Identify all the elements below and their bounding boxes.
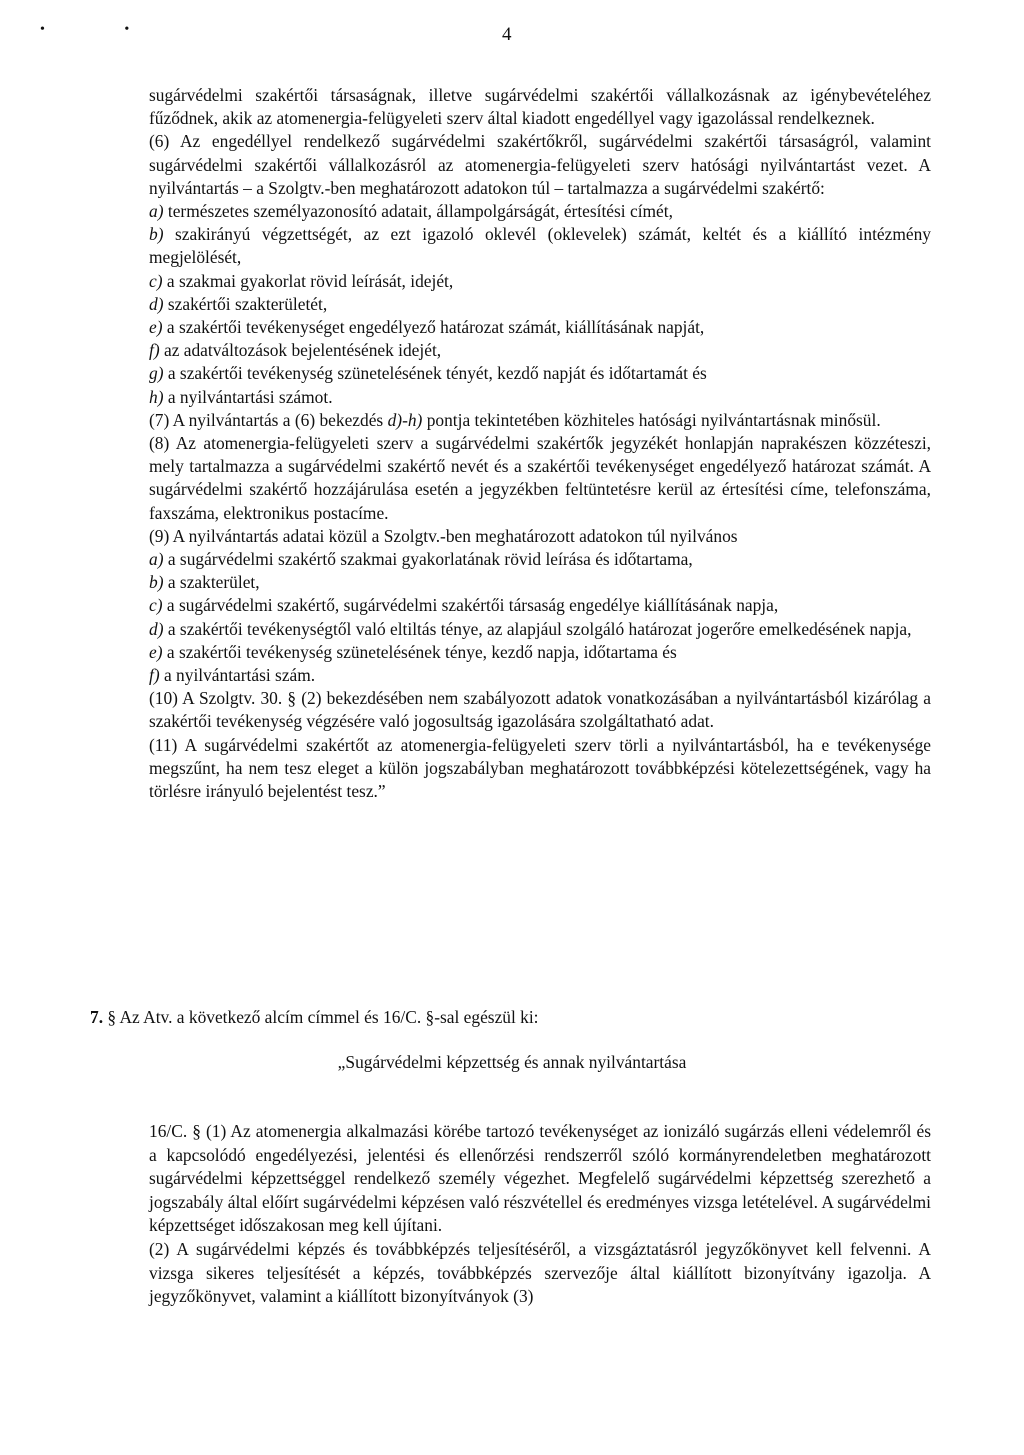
paragraph-10: (10) A Szolgtv. 30. § (2) bekezdésében nem szabályozott adatok vonatkozásában a nyilvántartásból kizárólag a szakértői tevékenység végzésére való jogosultság igazolására szolgáltatható adat. [149, 688, 931, 732]
stray-marks: • • [40, 22, 168, 37]
list-item [149, 386, 931, 409]
list-item-text: szakirányú végzettségét, az ezt igazoló oklevél (oklevelek) számát, keltét és a kiállító intézmény megjelölését, [149, 224, 931, 268]
list-item-text: szakértői szakterületét, [167, 293, 328, 314]
p7-end: pontja tekintetében közhiteles hatósági nyilvántartásnak minősül. [426, 409, 881, 430]
list-item-text: a szakértői tevékenység szünetelésének tényét, kezdő napját és időtartamát és [167, 363, 707, 384]
list-item-text: az adatváltozások bejelentésének idejét, [163, 340, 442, 361]
list-item-text: a szakmai gyakorlat rövid leírását, idejét, [166, 270, 454, 291]
list-item [149, 293, 931, 316]
main-text [149, 84, 931, 803]
list-item [149, 641, 931, 664]
page-number: 4 [502, 24, 512, 45]
paragraph-8: (8) Az atomenergia-felügyeleti szerv a sugárvédelmi szakértők jegyzékét honlapján naprakészen közzéteszi, mely tartalmazza a sugárvédelmi szakértő nevét és a szakértői tevékenységet engedélyező határozat számát. A sugárvédelmi szakértő hozzájárulása esetén a jegyzékben feltüntetésre kerül az értesítési címe, telefonszáma, faxszáma, elektronikus postacíme. [149, 433, 931, 523]
list-item-label: g) [149, 363, 164, 384]
list-item [149, 270, 931, 293]
paragraph-16c-1: 16/C. § (1) Az atomenergia alkalmazási körébe tartozó tevékenységet az ionizáló sugárzás elleni védelemről és a kapcsolódó engedélyezési, jelentési és ellenőrzési rendszerről szóló kormányrendeletben meghatározott sugárvédelmi képzettséggel rendelkező személy végezhet. Megfelelő sugárvédelmi képzettség szerezhető a jogszabály által előírt sugárvédelmi képzésen való részvétellel és eredményes vizsga letételével. A sugárvédelmi képzettséget időszakosan meg kell újítani. [149, 1121, 931, 1236]
list-item [149, 618, 931, 641]
list-item-label: c) [149, 270, 163, 291]
list-item-text: a sugárvédelmi szakértő szakmai gyakorlatának rövid leírása és időtartama, [167, 549, 693, 570]
list-item-label: e) [149, 317, 163, 338]
p7-reference: d)-h) [387, 409, 423, 430]
list-item [149, 316, 931, 339]
paragraph-6-list [149, 200, 931, 409]
list-item-label: f) [149, 340, 160, 361]
list-item-text: a nyilvántartási számot. [167, 386, 333, 407]
list-item [149, 571, 931, 594]
list-item-text: a sugárvédelmi szakértő, sugárvédelmi szakértői társaság engedélye kiállításának napja, [166, 595, 779, 616]
list-item [149, 664, 931, 687]
list-item-text: a szakértői tevékenység szünetelésének ténye, kezdő napja, időtartama és [166, 641, 677, 662]
list-item-text: természetes személyazonosító adatait, állampolgárságát, értesítési címét, [167, 201, 673, 222]
section-text: § Az Atv. a következő alcím címmel és 16/C. §-sal egészül ki: [107, 1007, 539, 1027]
list-item-label: b) [149, 572, 164, 593]
list-item-label: d) [149, 618, 164, 639]
subsection-title: „Sugárvédelmi képzettség és annak nyilvántartása [337, 1052, 687, 1072]
intro-paragraph: sugárvédelmi szakértői társaságnak, illetve sugárvédelmi szakértői vállalkozásnak az igénybevételéhez fűződnek, akik az atomenergia-felügyeleti szerv által kiadott engedéllyel vagy igazolással rendelkeznek. [149, 85, 931, 129]
paragraph-9: (9) A nyilvántartás adatai közül a Szolgtv.-ben meghatározott adatokon túl nyilvános [149, 525, 738, 546]
section-7-heading [90, 1006, 890, 1029]
list-item-text: a szakértői tevékenységtől való eltiltás ténye, az alapjául szolgáló határozat jogerőre emelkedésének napja, [167, 618, 912, 639]
list-item [149, 339, 931, 362]
section-16c-text [149, 1120, 931, 1309]
section-number: 7. [90, 1007, 104, 1027]
paragraph-6: (6) Az engedéllyel rendelkező sugárvédelmi szakértőkről, sugárvédelmi szakértői társaságról, valamint sugárvédelmi szakértői vállalkozásról az atomenergia-felügyeleti szerv hatósági nyilvántartást vezet. A nyilvántartás – a Szolgtv.-ben meghatározott adatokon túl – tartalmazza a sugárvédelmi szakértő: [149, 131, 931, 198]
list-item-label: c) [149, 595, 163, 616]
list-item-label: a) [149, 201, 164, 222]
paragraph-9-list [149, 548, 931, 687]
list-item [149, 223, 931, 269]
list-item-text: a nyilvántartási szám. [163, 665, 316, 686]
list-item [149, 200, 931, 223]
list-item-label: h) [149, 386, 164, 407]
paragraph-7 [149, 409, 931, 432]
list-item [149, 362, 931, 385]
paragraph-11: (11) A sugárvédelmi szakértőt az atomenergia-felügyeleti szerv törli a nyilvántartásból, ha e tevékenysége megszűnt, ha nem tesz eleget a külön jogszabályban meghatározott továbbképzési kötelezettségének, vagy ha törlésre irányuló bejelentést tesz.” [149, 734, 931, 802]
list-item-label: b) [149, 224, 164, 245]
list-item [149, 594, 931, 617]
list-item-label: e) [149, 641, 163, 662]
list-item-label: a) [149, 549, 164, 570]
list-item-text: a szakterület, [167, 572, 260, 593]
p7-start: (7) A nyilvántartás a (6) bekezdés [149, 409, 384, 430]
list-item-text: a szakértői tevékenységet engedélyező határozat számát, kiállításának napját, [166, 317, 705, 338]
list-item-label: d) [149, 293, 164, 314]
paragraph-16c-2: (2) A sugárvédelmi képzés és továbbképzés teljesítéséről, a vizsgáztatásról jegyzőkönyvet kell felvenni. A vizsga sikeres teljesítését a képzés, továbbképzés szervezője által kiállított bizonyítvány igazolja. A jegyzőkönyvet, valamint a kiállított bizonyítványok (3) [149, 1238, 931, 1307]
list-item-label: f) [149, 665, 160, 686]
list-item [149, 548, 931, 571]
